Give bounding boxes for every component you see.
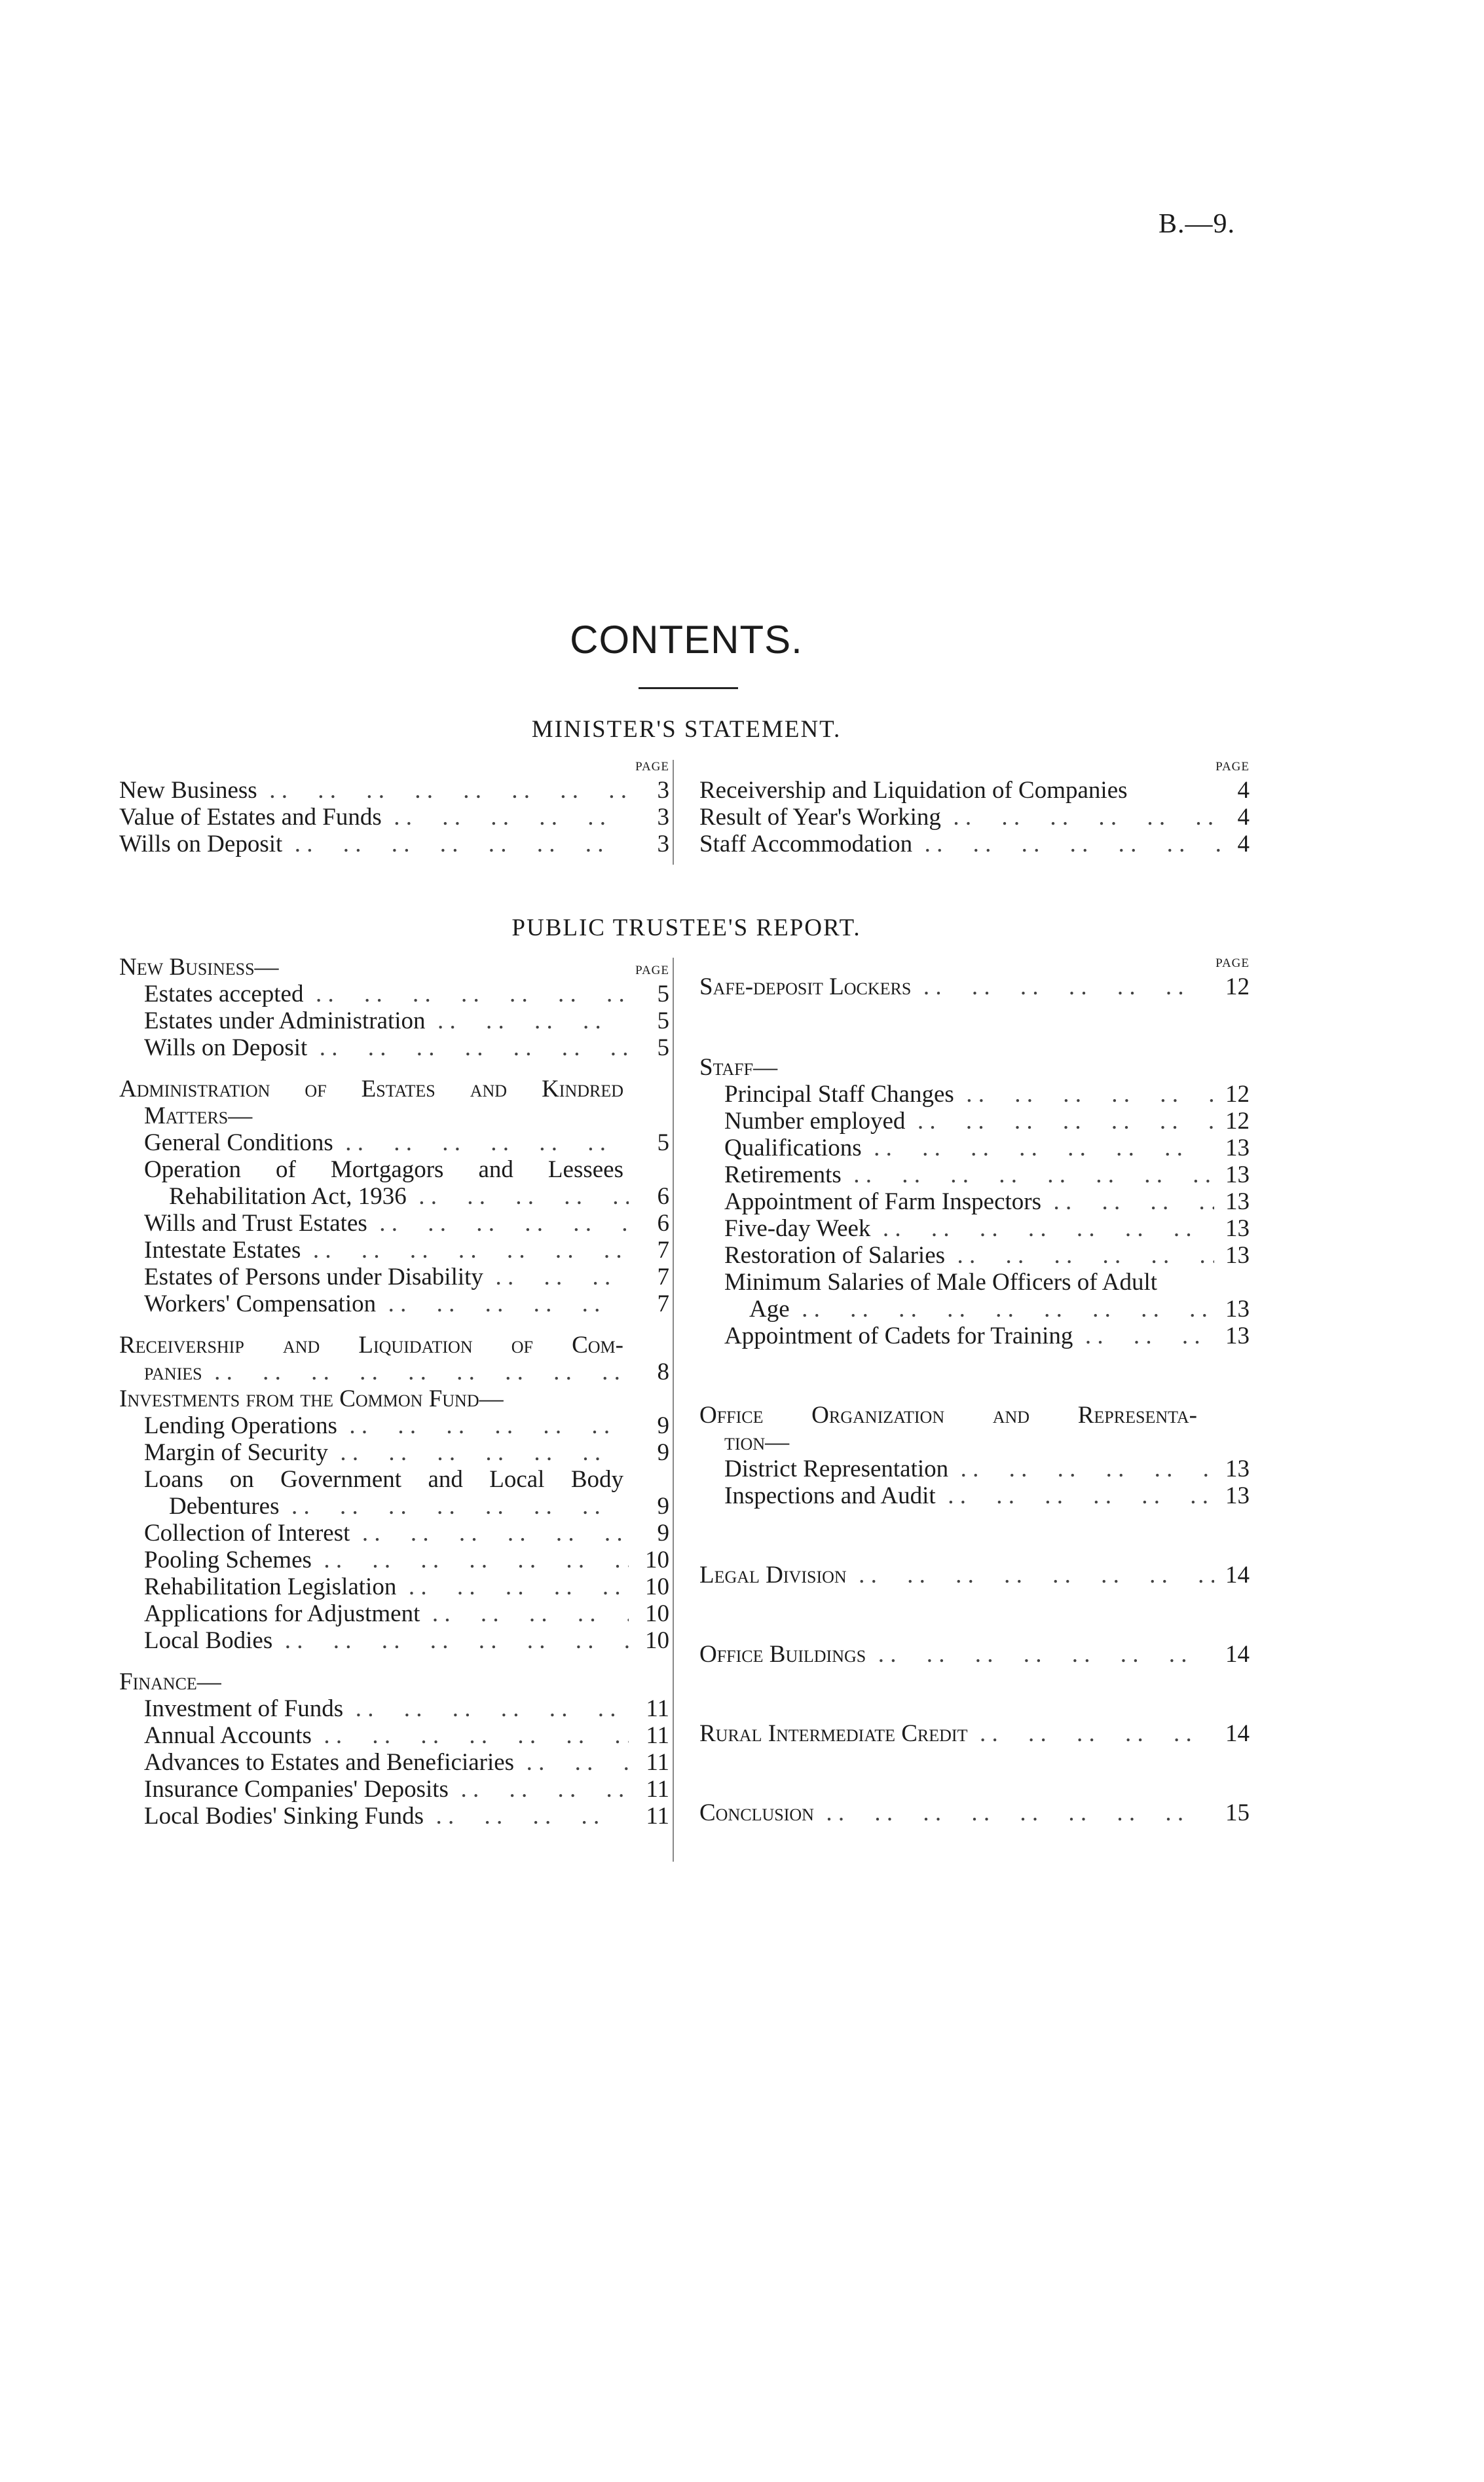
toc-entry[interactable] (119, 1600, 669, 1627)
toc-entry[interactable] (119, 1237, 669, 1264)
entry-title-cont: panies . . (119, 1359, 629, 1385)
toc-entry[interactable] (699, 973, 1250, 1000)
toc-entry[interactable] (699, 1108, 1250, 1135)
entry-title: Workers' Compensation . . (119, 1290, 629, 1317)
section-office-organization[interactable]: Office Organization and Representa- (699, 1402, 1197, 1429)
entry-title: Collection of Interest . . (119, 1520, 629, 1547)
entry-page: 13 (1225, 1161, 1250, 1188)
entry-page: 6 (657, 1183, 669, 1210)
toc-entry[interactable] (699, 1188, 1250, 1215)
toc-entry[interactable] (119, 1803, 669, 1830)
entry-title: Value of Estates and Funds . . (119, 804, 629, 831)
entry-title: Advances to Estates and Beneficiaries . . (119, 1749, 629, 1776)
entry-title: Inspections and Audit . . (699, 1482, 1214, 1509)
toc-entry[interactable] (699, 1215, 1250, 1242)
entry-page: 12 (1225, 1081, 1250, 1108)
entry-page: 11 (646, 1722, 669, 1749)
entry-page: 15 (1225, 1799, 1250, 1826)
toc-entry[interactable] (699, 1242, 1250, 1269)
toc-entry[interactable] (119, 1034, 669, 1061)
entry-title: Staff Accommodation . . (699, 831, 1223, 857)
entry-title: Office Buildings . . (699, 1641, 1214, 1668)
entry-page: 13 (1225, 1135, 1250, 1161)
toc-entry[interactable] (119, 1359, 669, 1385)
toc-entry[interactable] (119, 1627, 669, 1654)
toc-entry[interactable] (699, 1135, 1250, 1161)
entry-page: 7 (657, 1290, 669, 1317)
public-trustee-report-heading: PUBLIC TRUSTEE'S REPORT. (511, 914, 861, 941)
entry-title: Conclusion . . (699, 1799, 1214, 1826)
entry-title: Intestate Estates . . (119, 1237, 629, 1264)
entry-page: 14 (1225, 1641, 1250, 1668)
entry-page: 7 (657, 1237, 669, 1264)
section-administration[interactable]: Administration of Estates and Kindred (119, 1076, 623, 1102)
page-column-label: PAGE (635, 760, 669, 774)
section-administration-cont: Matters— (144, 1102, 253, 1129)
entry-title: Estates of Persons under Disability . . (119, 1264, 629, 1290)
entry-title: Applications for Adjustment . . (119, 1600, 629, 1627)
entry-title: Result of Year's Working . . (699, 804, 1223, 831)
entry-title-cont: Age . . (699, 1296, 1214, 1323)
toc-entry[interactable] (699, 1296, 1250, 1323)
toc-entry[interactable] (119, 1520, 669, 1547)
toc-entry[interactable] (119, 981, 669, 1007)
entry-title: Legal Division . . (699, 1562, 1214, 1589)
section-header-row (119, 954, 669, 981)
entry-title: Number employed . . (699, 1108, 1214, 1135)
entry-page: 11 (646, 1695, 669, 1722)
entry-page: 9 (657, 1439, 669, 1466)
entry-page: 13 (1225, 1242, 1250, 1269)
toc-entry[interactable] (699, 1323, 1250, 1349)
entry-page: 11 (646, 1776, 669, 1803)
toc-entry[interactable] (699, 1456, 1250, 1482)
section-staff[interactable]: Staff— (699, 1054, 778, 1081)
page-column-label: PAGE (1215, 760, 1250, 774)
toc-entry[interactable] (119, 1749, 669, 1776)
entry-title: General Conditions . . (119, 1129, 629, 1156)
entry-title: Retirements . . (699, 1161, 1214, 1188)
entry-title: Restoration of Salaries . . (699, 1242, 1214, 1269)
toc-entry[interactable] (119, 1493, 669, 1520)
entry-title[interactable]: Loans on Government and Local Body (144, 1466, 623, 1493)
entry-page: 10 (645, 1573, 669, 1600)
entry-title: Investment of Funds . . (119, 1695, 629, 1722)
toc-entry[interactable] (699, 831, 1250, 857)
entry-page: 7 (657, 1264, 669, 1290)
entry-page: 10 (645, 1600, 669, 1627)
toc-entry[interactable] (699, 1081, 1250, 1108)
entry-title: Appointment of Farm Inspectors . . (699, 1188, 1214, 1215)
entry-page: 8 (657, 1359, 669, 1385)
entry-page: 14 (1225, 1562, 1250, 1589)
toc-entry[interactable] (699, 804, 1250, 831)
report-right-column (699, 954, 1250, 1826)
entry-title-cont: Rehabilitation Act, 1936 . . (119, 1183, 629, 1210)
entry-title: Wills on Deposit . . (119, 831, 629, 857)
entry-title[interactable]: Operation of Mortgagors and Lessees (144, 1156, 623, 1183)
toc-entry[interactable] (119, 1183, 669, 1210)
entry-page: 11 (646, 1803, 669, 1830)
entry-page: 6 (657, 1210, 669, 1237)
toc-entry[interactable] (699, 1641, 1250, 1668)
entry-page: 3 (657, 777, 669, 804)
entry-page: 11 (646, 1749, 669, 1776)
entry-page: 4 (1237, 804, 1250, 831)
entry-title: Pooling Schemes . . (119, 1547, 629, 1573)
toc-entry[interactable] (699, 777, 1250, 804)
entry-title: Estates accepted . . (119, 981, 629, 1007)
minister-left-column (119, 757, 669, 857)
entry-page: 5 (657, 1007, 669, 1034)
column-divider (673, 760, 674, 865)
entry-title: Five-day Week . . (699, 1215, 1214, 1242)
entry-title[interactable]: Minimum Salaries of Male Officers of Adult (724, 1269, 1158, 1296)
page-column-label: PAGE (1215, 956, 1250, 970)
entry-page: 13 (1225, 1456, 1250, 1482)
toc-entry[interactable] (119, 1573, 669, 1600)
entry-page: 3 (657, 804, 669, 831)
section-new-business[interactable]: New Business— (119, 954, 279, 981)
entry-page: 13 (1225, 1215, 1250, 1242)
toc-entry[interactable] (119, 1695, 669, 1722)
entry-page: 9 (657, 1493, 669, 1520)
entry-title: Estates under Administration . . (119, 1007, 629, 1034)
entry-page: 10 (645, 1547, 669, 1573)
toc-entry[interactable] (119, 1547, 669, 1573)
entry-page: 12 (1225, 973, 1250, 1000)
page-column-label: PAGE (635, 964, 669, 977)
minister-statement-heading: MINISTER'S STATEMENT. (531, 716, 842, 743)
entry-page: 5 (657, 1034, 669, 1061)
entry-title: Safe-deposit Lockers . . (699, 973, 1214, 1000)
toc-entry[interactable] (119, 1210, 669, 1237)
entry-page: 13 (1225, 1482, 1250, 1509)
entry-page: 13 (1225, 1296, 1250, 1323)
entry-title: Rural Intermediate Credit . . (699, 1720, 1214, 1747)
entry-title: Annual Accounts . . (119, 1722, 629, 1749)
report-left-column (119, 954, 669, 1830)
page-reference: B.—9. (1158, 209, 1235, 239)
entry-page: 5 (657, 1129, 669, 1156)
toc-entry[interactable] (119, 1290, 669, 1317)
toc-entry[interactable] (119, 1007, 669, 1034)
entry-page: 9 (657, 1412, 669, 1439)
entry-page: 9 (657, 1520, 669, 1547)
page-title: CONTENTS. (570, 618, 803, 662)
section-office-organization-cont: tion— (724, 1429, 790, 1456)
toc-entry[interactable] (119, 1129, 669, 1156)
entry-title-cont: Debentures . . (119, 1493, 629, 1520)
entry-title: Principal Staff Changes . . (699, 1081, 1214, 1108)
toc-entry[interactable] (119, 1439, 669, 1466)
toc-entry[interactable] (699, 1799, 1250, 1826)
toc-entry[interactable] (119, 777, 669, 804)
toc-entry[interactable] (119, 1264, 669, 1290)
entry-page: 4 (1237, 831, 1250, 857)
toc-entry[interactable] (699, 1720, 1250, 1747)
entry-title: Insurance Companies' Deposits . . (119, 1776, 629, 1803)
minister-right-column (699, 757, 1250, 857)
entry-title: Receivership and Liquidation of Companies (699, 777, 1128, 804)
toc-entry[interactable] (119, 1722, 669, 1749)
toc-entry[interactable] (119, 831, 669, 857)
entry-page: 10 (645, 1627, 669, 1654)
toc-entry[interactable] (119, 804, 669, 831)
toc-entry[interactable] (119, 1776, 669, 1803)
section-finance[interactable]: Finance— (119, 1668, 221, 1695)
entry-title: Appointment of Cadets for Training . . (699, 1323, 1214, 1349)
toc-entry[interactable] (699, 1161, 1250, 1188)
section-investments[interactable]: Investments from the Common Fund— (119, 1385, 504, 1412)
section-receivership[interactable]: Receivership and Liquidation of Com- (119, 1332, 623, 1359)
entry-page: 3 (657, 831, 669, 857)
entry-title: New Business . . (119, 777, 629, 804)
entry-title: Rehabilitation Legislation . . (119, 1573, 629, 1600)
entry-page: 13 (1225, 1323, 1250, 1349)
entry-title: Local Bodies' Sinking Funds . . (119, 1803, 629, 1830)
column-divider (673, 958, 674, 1862)
title-rule (639, 687, 738, 689)
entry-title: District Representation . . (699, 1456, 1214, 1482)
entry-page: 13 (1225, 1188, 1250, 1215)
entry-title: Wills and Trust Estates . . (119, 1210, 629, 1237)
toc-entry[interactable] (119, 1412, 669, 1439)
entry-page: 12 (1225, 1108, 1250, 1135)
toc-entry[interactable] (699, 1562, 1250, 1589)
entry-title: Lending Operations . . (119, 1412, 629, 1439)
entry-title: Wills on Deposit . . (119, 1034, 629, 1061)
entry-title: Local Bodies . . (119, 1627, 629, 1654)
entry-title: Qualifications . . (699, 1135, 1214, 1161)
entry-page: 5 (657, 981, 669, 1007)
entry-title: Margin of Security . . (119, 1439, 629, 1466)
entry-page: 14 (1225, 1720, 1250, 1747)
toc-entry[interactable] (699, 1482, 1250, 1509)
entry-page: 4 (1237, 777, 1250, 804)
